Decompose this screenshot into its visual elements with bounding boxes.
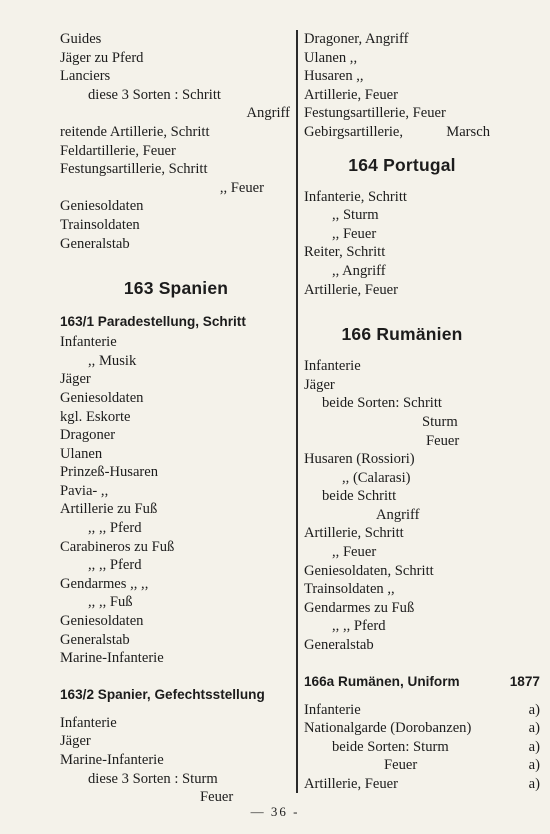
- list-item-text: Infanterie: [304, 701, 361, 718]
- list-item-mark: a): [528, 776, 540, 792]
- list-item: Artillerie, Feuer: [304, 86, 399, 103]
- list-item: Angriff: [246, 105, 290, 122]
- list-item: diese 3 Sorten : Schritt: [88, 86, 221, 103]
- column-divider: [296, 30, 298, 793]
- list-item: Husaren (Rossiori): [304, 451, 415, 468]
- list-item: ,, Sturm: [332, 207, 379, 224]
- list-item: Artillerie zu Fuß: [60, 501, 158, 518]
- rumaenien-list: [304, 524, 540, 654]
- list-item: Marine-Infanterie: [60, 752, 164, 768]
- list-item: Sturm: [422, 413, 458, 430]
- list-item-text: Nationalgarde (Dorobanzen): [304, 720, 472, 737]
- list-item-mark: a): [528, 720, 540, 737]
- list-item-text: Gebirgsartillerie,: [304, 123, 404, 140]
- right-column: [304, 30, 540, 794]
- list-item: ,, ,, Fuß: [88, 594, 133, 611]
- list-item: Guides: [60, 31, 102, 47]
- list-item-mark: a): [528, 757, 540, 774]
- subsection-heading-uniform: [304, 671, 540, 693]
- list-item: [304, 719, 540, 738]
- list-item: ,, Feuer: [332, 225, 377, 242]
- list-item: Jäger: [304, 376, 335, 393]
- subsection-heading-year: 1877: [509, 673, 540, 689]
- list-item: Carabineros zu Fuß: [60, 538, 175, 555]
- list-item: [304, 775, 540, 794]
- subsection-heading-text: 166a Rumänen, Uniform: [304, 673, 460, 689]
- list-item: Generalstab: [60, 235, 130, 252]
- list-item: ,, Feuer: [219, 179, 264, 196]
- list-item: [304, 123, 490, 142]
- list-item-text: Feuer: [384, 757, 418, 774]
- list-item: Festungsartillerie, Feuer: [304, 105, 446, 122]
- list-item: [304, 756, 540, 775]
- list-item: Pavia- ,,: [60, 482, 109, 499]
- left-column: [60, 30, 292, 807]
- list-item-mark: a): [528, 701, 540, 718]
- list-item: ,, ,, Pferd: [88, 520, 142, 537]
- list-item: Dragoner, Angriff: [304, 31, 409, 47]
- list-item: Feuer: [200, 789, 234, 806]
- list-item: Geniesoldaten: [60, 613, 144, 630]
- list-item: beide Schritt: [322, 488, 397, 505]
- list-item: [304, 738, 540, 757]
- list-item: Gendarmes ,, ,,: [60, 575, 149, 592]
- list-item: Infanterie, Schritt: [304, 188, 407, 205]
- subsection-heading-parade: 163/1 Paradestellung, Schritt: [60, 314, 246, 330]
- list-item: Gendarmes zu Fuß: [304, 599, 415, 616]
- list-item: Jäger zu Pferd: [60, 49, 144, 66]
- list-item: Ulanen ,,: [304, 49, 358, 66]
- list-item: Ulanen: [60, 445, 103, 462]
- list-item: Infanterie: [304, 358, 361, 375]
- list-item: ,, Feuer: [332, 544, 377, 561]
- list-item: Festungsartillerie, Schritt: [60, 161, 208, 178]
- list-item: Trainsoldaten: [60, 216, 140, 233]
- subsection-heading-gefecht: 163/2 Spanier, Gefechtsstellung: [60, 686, 265, 702]
- list-item: beide Sorten: Schritt: [322, 395, 442, 412]
- list-item: Geniesoldaten: [60, 198, 144, 215]
- list-item: ,, ,, Pferd: [88, 557, 142, 574]
- list-item: Geniesoldaten: [60, 389, 144, 406]
- list-item: Geniesoldaten, Schritt: [304, 562, 434, 579]
- list-item-text: beide Sorten: Sturm: [332, 738, 449, 755]
- section-heading-rumaenien: 166 Rumänien: [341, 324, 463, 345]
- uniform-list: [304, 701, 540, 794]
- list-item: reitende Artillerie, Schritt: [60, 123, 210, 140]
- parade-list: [60, 333, 292, 668]
- list-item: Artillerie, Schritt: [304, 525, 404, 542]
- list-item: kgl. Eskorte: [60, 408, 131, 425]
- list-item-text: Marsch: [446, 123, 490, 140]
- list-item: Husaren ,,: [304, 68, 364, 85]
- list-item: Feuer: [426, 432, 460, 449]
- list-item: Reiter, Schritt: [304, 244, 386, 261]
- list-item: Feldartillerie, Feuer: [60, 142, 176, 159]
- list-item: Generalstab: [60, 631, 130, 648]
- page-number: — 36 -: [250, 804, 300, 819]
- list-item: Jäger: [60, 733, 91, 750]
- section-heading-spanien: 163 Spanien: [123, 278, 229, 299]
- list-item: Trainsoldaten ,,: [304, 581, 395, 598]
- list-item-mark: a): [528, 738, 540, 755]
- list-item: ,, Musik: [88, 352, 137, 369]
- list-item: Marine-Infanterie: [60, 650, 164, 667]
- list-item-text: Artillerie, Feuer: [304, 776, 399, 792]
- list-item: Dragoner: [60, 427, 116, 444]
- list-item: Jäger: [60, 371, 91, 388]
- portugal-list: [304, 188, 540, 300]
- section-heading-portugal: 164 Portugal: [348, 154, 456, 175]
- list-item: Angriff: [376, 506, 420, 523]
- list-item: Prinzeß-Husaren: [60, 464, 159, 481]
- list-item: Generalstab: [304, 637, 374, 654]
- list-item: Lanciers: [60, 68, 111, 85]
- list-item: Infanterie: [60, 334, 117, 351]
- list-item: Infanterie: [60, 714, 117, 731]
- list-item: Artillerie, Feuer: [304, 281, 399, 298]
- list-item: ,, Angriff: [332, 262, 386, 279]
- list-item: ,, (Calarasi): [342, 469, 411, 486]
- list-item: ,, ,, Pferd: [332, 618, 386, 635]
- list-item: diese 3 Sorten : Sturm: [88, 770, 218, 787]
- list-item: [304, 701, 540, 720]
